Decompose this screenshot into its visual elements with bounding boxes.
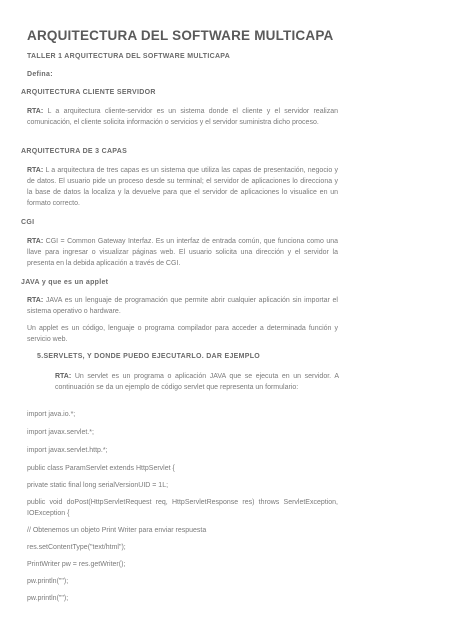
code-line: import javax.servlet.http.*; — [27, 447, 108, 454]
section-paragraph — [27, 295, 338, 317]
paragraph-text: CGI = Common Gateway Interfaz. Es un interfaz de entrada común, que funciona como una llave para ingresar o visualizar páginas web. El usuario solicita una dirección y el servidor la presenta en la debida aplicación a través de CGI. — [27, 238, 339, 267]
rta-label: RTA: — [27, 238, 44, 245]
section-heading-cliente-servidor: ARQUITECTURA CLIENTE SERVIDOR — [21, 89, 156, 96]
section-heading-cgi: CGI — [21, 219, 35, 226]
rta-label: RTA: — [27, 108, 44, 115]
paragraph-text: Un servlet es un programa o aplicación JAVA que se ejecuta en un servidor. A continuación se da un ejemplo de código servlet que representa un formulario: — [55, 373, 339, 391]
code-line: pw.println(""); — [27, 595, 69, 602]
subtitle: TALLER 1 ARQUITECTURA DEL SOFTWARE MULTICAPA — [27, 53, 231, 60]
code-line: import java.io.*; — [27, 411, 76, 418]
section-paragraph — [27, 106, 338, 128]
section-heading-tres-capas: ARQUITECTURA DE 3 CAPAS — [21, 148, 128, 155]
code-line: pw.println(""); — [27, 578, 69, 585]
rta-label: RTA: — [55, 373, 72, 380]
servlet-paragraph — [55, 371, 339, 393]
code-line: private static final long serialVersionUID = 1L; — [27, 482, 169, 489]
paragraph-text: JAVA es un lenguaje de programación que permite abrir cualquier aplicación sin importar el sistema operativo o hardware. — [27, 297, 338, 315]
rta-label: RTA: — [27, 167, 44, 174]
define-label: Defina: — [27, 71, 53, 78]
section-heading-servlets: 5.SERVLETS, Y DONDE PUEDO EJECUTARLO. DAR EJEMPLO — [37, 353, 261, 360]
paragraph-text: L a arquitectura cliente-servidor es un sistema donde el cliente y el servidor realizan comunicación, el cliente solicita información o servicios y el servidor suministra dicho proceso. — [27, 108, 338, 126]
section-heading-java-applet: JAVA y que es un applet — [21, 279, 109, 286]
page-title: ARQUITECTURA DEL SOFTWARE MULTICAPA — [27, 28, 334, 43]
code-line: PrintWriter pw = res.getWriter(); — [27, 561, 126, 568]
code-line: public class ParamServlet extends HttpServlet { — [27, 465, 175, 472]
code-line: public void doPost(HttpServletRequest req, HttpServletResponse res) throws ServletException, IOException { — [27, 499, 338, 517]
section-paragraph — [27, 236, 338, 269]
applet-paragraph: Un applet es un código, lenguaje o programa compilador para acceder a determinada función y servicio web. — [27, 325, 338, 343]
code-line: res.setContentType("text/html"); — [27, 544, 126, 551]
code-line: import javax.servlet.*; — [27, 429, 94, 436]
code-comment: // Obtenemos un objeto Print Writer para enviar respuesta — [27, 527, 207, 534]
paragraph-text: L a arquitectura de tres capas es un sistema que utiliza las capas de presentación, negocio y de datos. El usuario pide un proceso desde su terminal; el servidor de aplicaciones lo direcciona y la base de datos la localiza y la devuelve para que el servidor de aplicaciones lo visualice en un formato correcto. — [27, 167, 338, 207]
section-paragraph — [27, 165, 338, 209]
rta-label: RTA: — [27, 297, 44, 304]
